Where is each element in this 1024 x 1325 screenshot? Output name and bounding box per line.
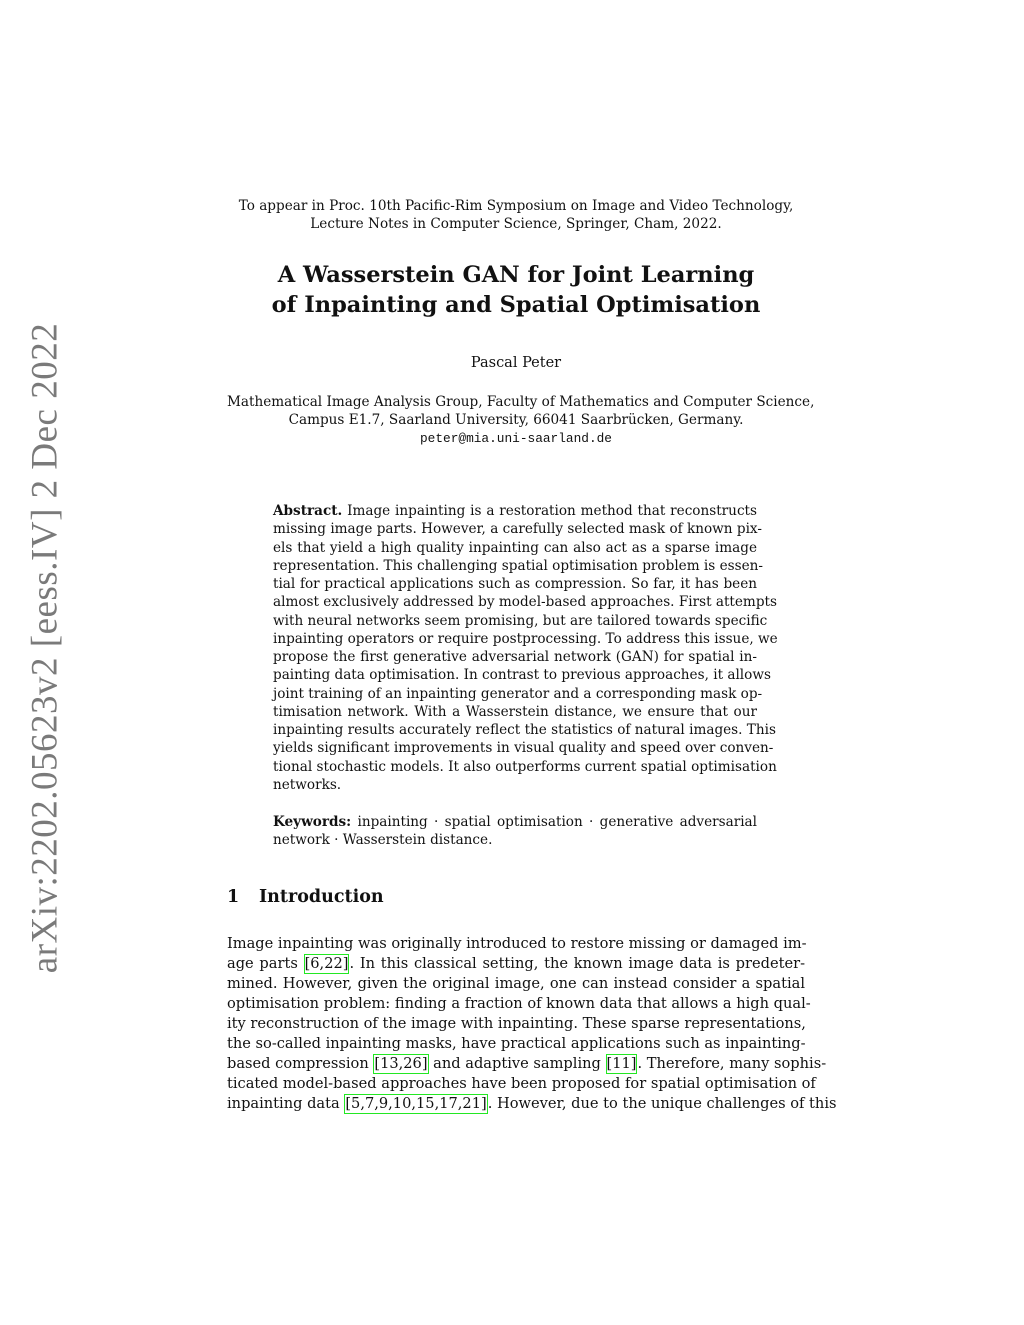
intro-line: mined. However, given the original image, one can instead consider a spatial bbox=[227, 975, 805, 992]
citation-link[interactable]: [13,26] bbox=[374, 1055, 428, 1072]
intro-text: . In this classical setting, the known image data is predeter- bbox=[349, 955, 805, 972]
abstract-line: missing image parts. However, a carefully selected mask of known pix- bbox=[273, 521, 762, 538]
abstract-first-line: Image inpainting is a restoration method that reconstructs bbox=[347, 503, 757, 519]
section-heading bbox=[227, 887, 384, 907]
paper-title bbox=[227, 260, 805, 320]
intro-line bbox=[227, 954, 805, 974]
abstract-line bbox=[273, 502, 757, 520]
abstract-line: networks. bbox=[273, 776, 342, 793]
abstract-line: representation. This challenging spatial optimisation problem is essen- bbox=[273, 557, 763, 574]
intro-text: and adaptive sampling bbox=[428, 1055, 606, 1072]
intro-text: . However, due to the unique challenges of this bbox=[487, 1095, 837, 1112]
intro-text: age parts bbox=[227, 955, 304, 972]
abstract-line: joint training of an inpainting generator and a corresponding mask op- bbox=[273, 685, 763, 702]
affiliation bbox=[227, 393, 815, 448]
intro-text: . Therefore, many sophis- bbox=[637, 1055, 827, 1072]
affiliation-line: Mathematical Image Analysis Group, Faculty of Mathematics and Computer Science, bbox=[227, 394, 815, 410]
intro-text: based compression bbox=[227, 1055, 374, 1072]
abstract-line: inpainting operators or require postprocessing. To address this issue, we bbox=[273, 630, 778, 647]
keywords bbox=[273, 813, 757, 850]
abstract-line: inpainting results accurately reflect the statistics of natural images. This bbox=[273, 722, 776, 738]
arxiv-side-stamp: arXiv:2202.05623v2 [eess.IV] 2 Dec 2022 bbox=[24, 322, 66, 974]
publication-notice-line: Lecture Notes in Computer Science, Springer, Cham, 2022. bbox=[310, 216, 722, 232]
author-name: Pascal Peter bbox=[470, 355, 562, 371]
publication-notice bbox=[227, 197, 805, 233]
citation-link[interactable]: [11] bbox=[606, 1055, 637, 1072]
intro-line bbox=[227, 1054, 827, 1074]
paper-title-line: A Wasserstein GAN for Joint Learning bbox=[277, 262, 755, 288]
abstract-label: Abstract. bbox=[273, 503, 343, 519]
publication-notice-line: To appear in Proc. 10th Pacific-Rim Symposium on Image and Video Technology, bbox=[238, 198, 794, 214]
abstract-line: with neural networks seem promising, but are tailored towards specific bbox=[273, 612, 768, 629]
abstract-line: yields significant improvements in visual quality and speed over conven- bbox=[273, 740, 774, 757]
intro-line: Image inpainting was originally introduced to restore missing or damaged im- bbox=[227, 935, 807, 952]
intro-line: the so-called inpainting masks, have practical applications such as inpainting- bbox=[227, 1035, 806, 1052]
introduction-text bbox=[227, 934, 837, 1114]
abstract bbox=[273, 502, 778, 850]
abstract-line: timisation network. With a Wasserstein distance, we ensure that our bbox=[273, 703, 757, 720]
intro-line bbox=[227, 1094, 837, 1114]
abstract-line: painting data optimisation. In contrast to previous approaches, it allows bbox=[273, 667, 771, 684]
abstract-line: tional stochastic models. It also outperforms current spatial optimisation bbox=[273, 758, 777, 775]
keywords-label: Keywords: bbox=[273, 814, 352, 830]
intro-line: optimisation problem: finding a fraction of known data that allows a high qual- bbox=[227, 995, 811, 1012]
author-email-link[interactable]: peter@mia.uni-saarland.de bbox=[420, 431, 612, 446]
abstract-line: almost exclusively addressed by model-based approaches. First attempts bbox=[273, 594, 777, 611]
citation-link[interactable]: [5,7,9,10,15,17,21] bbox=[345, 1095, 487, 1112]
intro-line: ity reconstruction of the image with inpainting. These sparse representations, bbox=[227, 1015, 806, 1032]
citation-link[interactable]: [6,22] bbox=[304, 955, 349, 972]
keywords-line: network · Wasserstein distance. bbox=[273, 832, 493, 849]
abstract-line: propose the first generative adversarial network (GAN) for spatial in- bbox=[273, 649, 757, 665]
keywords-first-line: inpainting · spatial optimisation · generative adversarial bbox=[357, 814, 758, 830]
section-number: 1 bbox=[227, 887, 240, 907]
keywords-line bbox=[273, 813, 757, 831]
paper-title-line: of Inpainting and Spatial Optimisation bbox=[271, 292, 761, 318]
abstract-line: els that yield a high quality inpainting can also act as a sparse image bbox=[273, 539, 757, 556]
affiliation-line: Campus E1.7, Saarland University, 66041 Saarbrücken, Germany. bbox=[288, 412, 744, 428]
section-title: Introduction bbox=[259, 887, 384, 907]
intro-text: inpainting data bbox=[227, 1095, 345, 1112]
abstract-line: tial for practical applications such as compression. So far, it has been bbox=[273, 576, 757, 592]
intro-line: ticated model-based approaches have been proposed for spatial optimisation of bbox=[227, 1075, 816, 1092]
